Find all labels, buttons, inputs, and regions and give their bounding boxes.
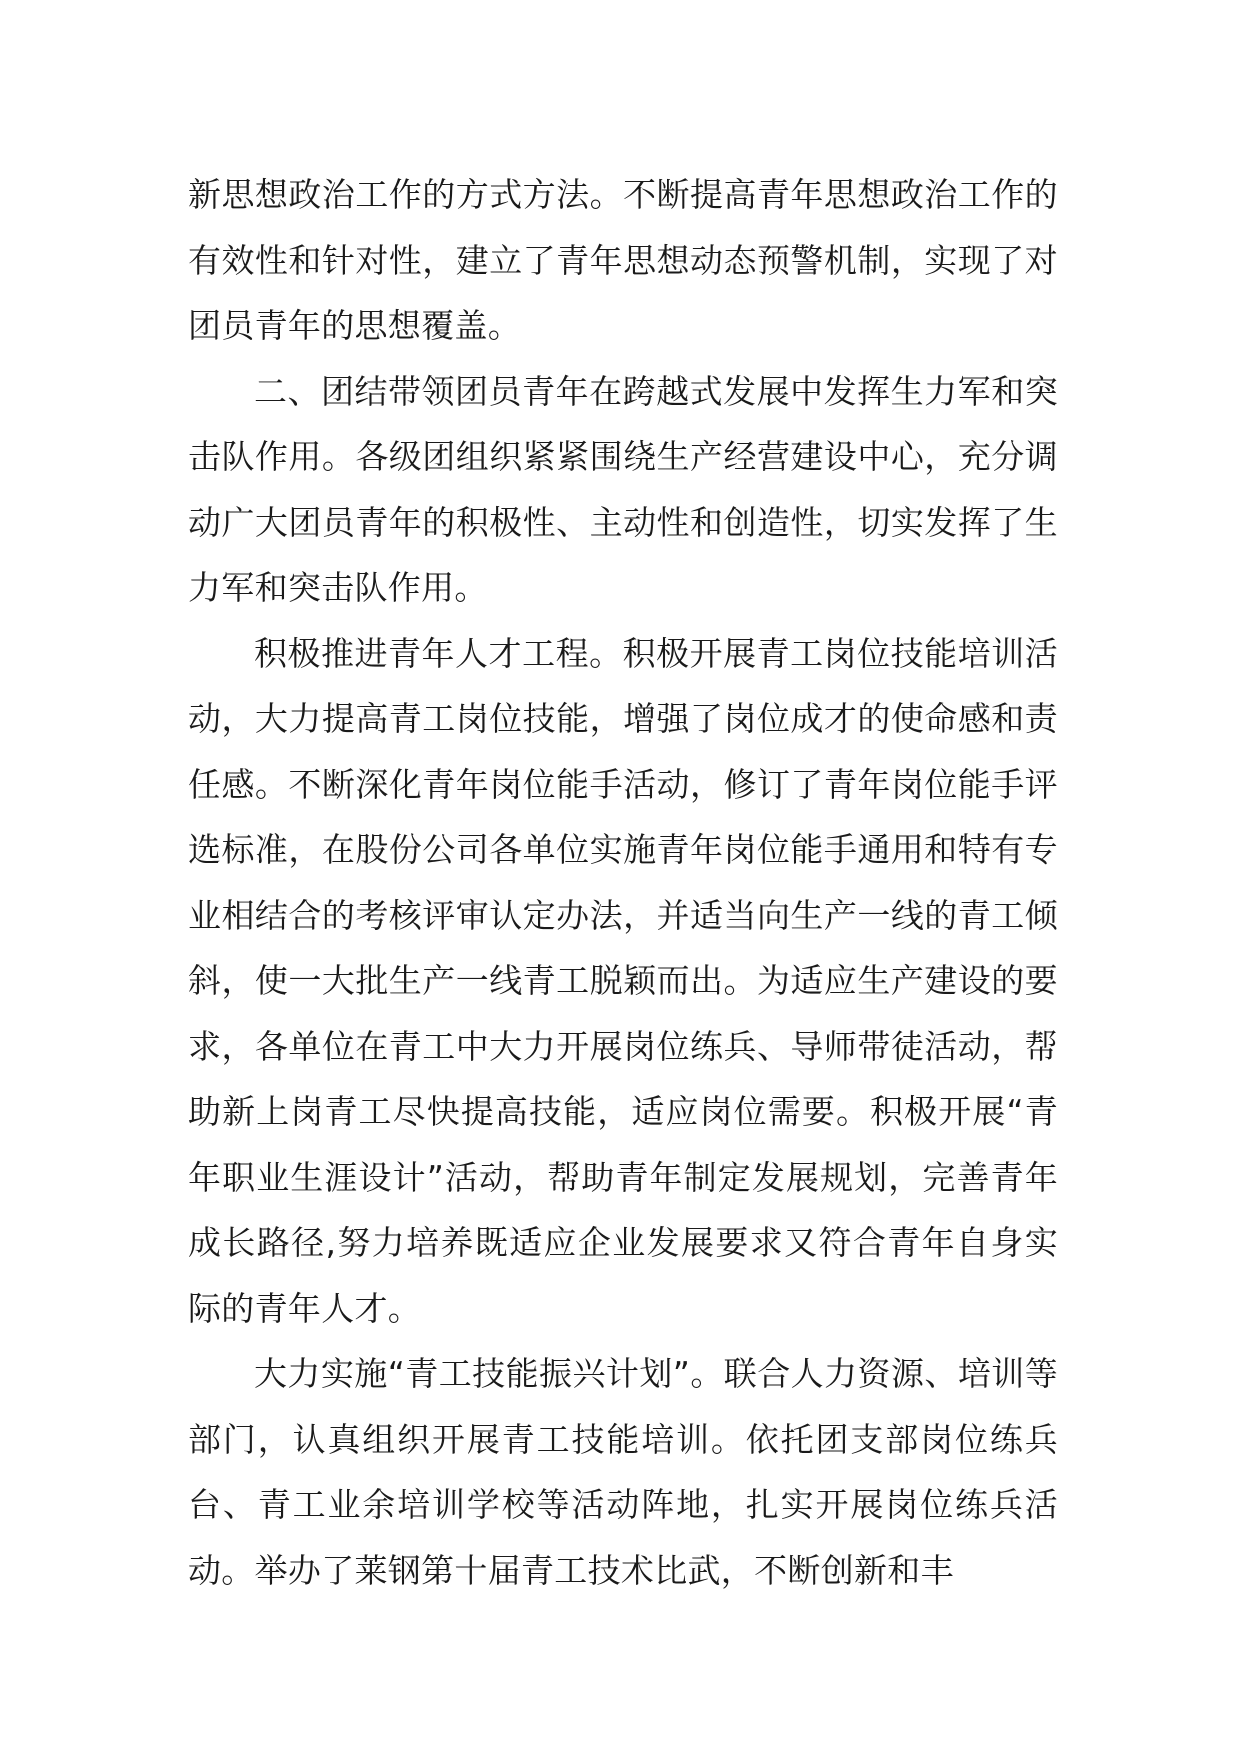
paragraph-talent-project: 积极推进青年人才工程。积极开展青工岗位技能培训活动，大力提高青工岗位技能，增强了岗位成才的使命感和责任感。不断深化青年岗位能手活动，修订了青年岗位能手评选标准，在股份公司各单位实施青年岗位能手通用和特有专业相结合的考核评审认定办法，并适当向生产一线的青工倾斜，使一大批生产一线青工脱颖而出。为适应生产建设的要求，各单位在青工中大力开展岗位练兵、导师带徒活动，帮助新上岗青工尽快提高技能，适应岗位需要。积极开展“青年职业生涯设计”活动，帮助青年制定发展规划，完善青年成长路径,努力培养既适应企业发展要求又符合青年自身实际的青年人才。: [188, 633, 1058, 1328]
body-text: [188, 162, 1058, 1603]
paragraph-skills-plan: 大力实施“青工技能振兴计划”。联合人力资源、培训等部门，认真组织开展青工技能培训。依托团支部岗位练兵台、青工业余培训学校等活动阵地，扎实开展岗位练兵活动。举办了莱钢第十届青工技术比武，不断创新和丰: [188, 1354, 1058, 1590]
paragraph-continuation: 新思想政治工作的方式方法。不断提高青年思想政治工作的有效性和针对性，建立了青年思想动态预警机制，实现了对团员青年的思想覆盖。: [188, 175, 1058, 345]
paragraph-section-two: 二、团结带领团员青年在跨越式发展中发挥生力军和突击队作用。各级团组织紧紧围绕生产经营建设中心，充分调动广大团员青年的积极性、主动性和创造性，切实发挥了生力军和突击队作用。: [188, 371, 1058, 607]
